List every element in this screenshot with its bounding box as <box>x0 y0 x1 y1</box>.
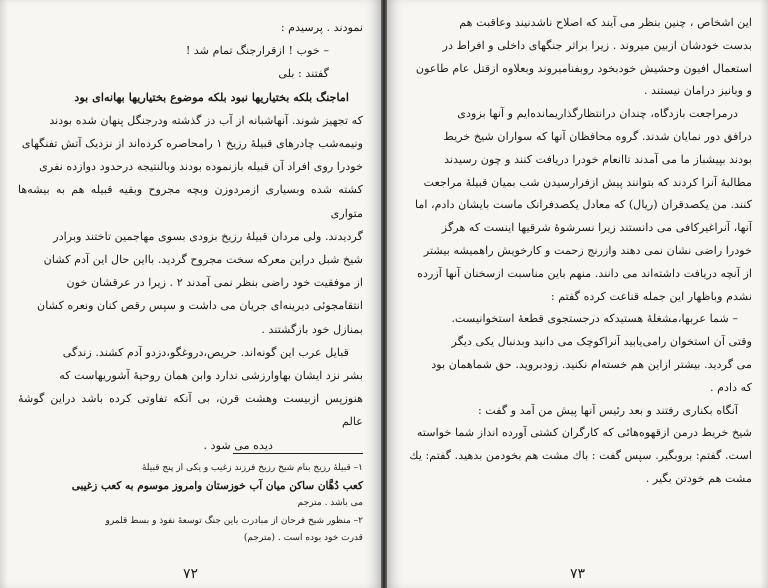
text-line: نشدم وباظهار این جمله قناعت کرده گفتم : <box>550 289 752 303</box>
text-line: استعمال افیون وحشیش خودبخود روبفنامیروند وبعلاوه ازقتل عام طاعون <box>415 61 752 75</box>
text-line: است. گفتم: بروبگیر. سپس گفت : باك مشت هم بخودمن بدهید. گفتم: یك <box>409 449 752 463</box>
text-line: دیده می شود . <box>203 438 273 452</box>
text-line: مشت هم خودتن بگیر . <box>645 471 752 485</box>
footnote-divider <box>233 453 363 454</box>
footnote-line: ۲– منظور شیخ فرحان از مبادرت باین جنگ توسعهٔ نفوذ و بسط قلمرو <box>105 515 363 526</box>
footnote-line: می باشد . مترجم <box>297 498 363 508</box>
page-edge-shadow <box>760 0 768 588</box>
text-line: انتقامجوئی دیرینه‌ای جریان می داشت و سپس رقص کنان ونعره کشان <box>37 299 363 313</box>
text-line: بشر نزد ایشان بهاوارزشی ندارد وابن همان روحیهٔ آشوریهاست که <box>59 369 363 383</box>
text-line: اماجنگ بلکه بختیاریها نبود بلکه موضوع بختیاریها بهانه‌ای بود <box>74 89 349 104</box>
text-line: بمنازل خود بازگشتند . <box>261 322 363 336</box>
footnotes <box>18 460 363 548</box>
text-line: گردیدند. ولی مردان قبیلهٔ رزیخ بزودی بسوی مهاجمین تاختند وبرادر <box>53 229 363 243</box>
text-line: بدست خودشان ازبین میروند . زیرا براثر جنگهای داخلی و افراط در <box>442 38 752 52</box>
footnote-line: ۱– قبیلهٔ رزیخ بنام شیخ رزیخ فرزند زغیب و یکی از پنج قبیلهٔ <box>141 463 363 473</box>
left-page-body <box>18 16 363 457</box>
text-line: از موفقیت خود راضی بنظر نمی آمدند ۲ . زیرا در عرقشان خون <box>66 276 363 290</box>
text-line: این اشخاص ، چنین بنظر می آیند که اصلاح ناشدنیند وعاقبت هم <box>459 16 752 29</box>
text-line: وقتی آن استخوان رامی‌یابید آنراکوچک می دانید وبدنبال یکی دیگر <box>451 335 752 349</box>
text-line: کنند. من یکصدقران (ریال) که معادل یکصدفرانک ماست بایشان دادم، اما <box>414 198 752 212</box>
page-number: ۷۲ <box>182 566 199 582</box>
text-line: درافق دور نمایان شدند. گروه محافظان آنها که سواران شیخ خریط <box>443 129 752 143</box>
right-page <box>387 0 768 588</box>
text-line: ونیمه‌شب چادرهای قبیلهٔ رزیخ ۱ رامحاصره کرده‌اند از نزدیک آتش تفنگهای <box>21 137 363 151</box>
text-line: کشته شده وبسیاری ازمردوزن وبچه مجروح وبقیه قبیله هم به بیشه‌ها متواری <box>18 183 363 220</box>
text-line: – خوب ! ازقرارجنگ تمام شد ! <box>185 44 329 58</box>
text-line: بودند بپیشباز ما می آمدند تاانعام خودرا دریافت کنند و چون رسیدند <box>444 152 752 166</box>
page-number: ۷۳ <box>569 566 586 582</box>
text-line: قبایل عرب این گونه‌اند. حریص،دروغگو،دزدو آدم کشند. زندگی <box>62 345 349 359</box>
left-page <box>0 0 381 588</box>
text-line: که دادم . <box>710 380 752 394</box>
text-line: که تجهیز شوند. آنهاشبانه از آب دز گذشته ودرجنگل پنهان شده بودند <box>49 113 363 127</box>
text-line: گفتند : بلی <box>278 67 329 81</box>
text-line: خودرا راضی نشان نمی دهند وازرنج زحمت و کارخویش راهمیشه بیشتر <box>423 243 752 257</box>
text-line: خودرا روی افراد آن قبیله بازنموده بودند وبالنتیجه درحدود دوازده نفری <box>39 160 363 174</box>
right-page-body <box>407 12 752 491</box>
text-line: شیخ خریط درمن ازقهوه‌هائی که کارگران کشتی آورده انداز شما خواسته <box>416 426 752 440</box>
text-line: آنها، آنراغیرکافی می دانستند زیرا نسرشوهٔ شرقیها اینست که هرگز <box>441 221 752 235</box>
text-line: نمودند . پرسیدم : <box>280 21 363 34</box>
text-line: و وبانیز درامان نیستند . <box>644 84 752 98</box>
text-line: آنگاه بکناری رفتند و بعد رئیس آنها پیش من آمد و گفت : <box>477 403 738 417</box>
text-line: – شما عربها،مشغلهٔ هستیدکه درجستجوی قطعهٔ استخوانیست. <box>451 312 738 326</box>
footnote-line: کعب دُهَّان ساکن میان آب خوزستان وامروز موسوم به کعب زغیبی <box>71 479 363 492</box>
text-line: درمراجعت بازدگاه، چندان درانتظارگذاریمانده‌ایم و آنها بزودی <box>457 107 738 121</box>
text-line: هنوزپس ازبیست وهشت قرن، بی آنکه تفاوتی کرده باشد دراین گوشهٔ عالم <box>18 392 363 429</box>
footnote-line: قدرت خود بوده است . (مترجم) <box>243 533 363 543</box>
text-line: از آنچه دریافت داشته‌اند می دانند. منهم باین مناسبت ازسخنان آنها آزرده <box>417 266 752 280</box>
text-line: مطالبهٔ آنرا کردند که بتوانند پیش ازفرارسیدن شب بمیان قبیلهٔ مراجعت <box>423 175 752 189</box>
text-line: می گردید. بیشتر ازاین هم خسته‌ام نکنید. زودبروید. حق شماهمان بود <box>431 357 752 371</box>
page-edge-shadow <box>0 0 8 588</box>
text-line: شیخ شبل دراین معرکه سخت مجروح گردید. بااین حال این آدم کشان <box>43 253 363 267</box>
